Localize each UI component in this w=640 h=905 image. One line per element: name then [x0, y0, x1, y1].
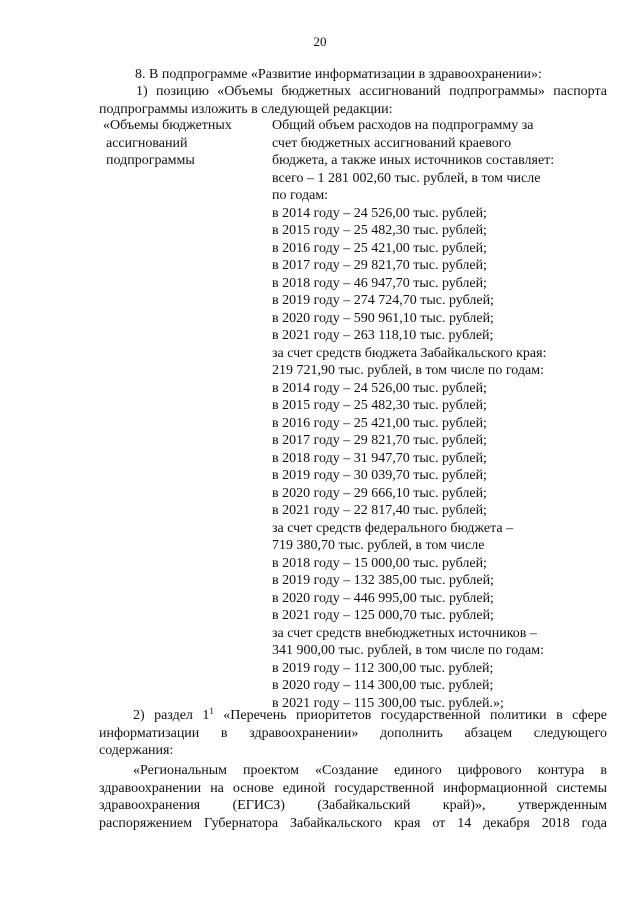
subitem-1-line-2: подпрограммы изложить в следующей редакции: — [99, 101, 393, 117]
quote-line-4: распоряжением Губернатора Забайкальского края от 14 декабря 2018 года — [99, 815, 607, 831]
right-cell-line: в 2018 году – 46 947,70 тыс. рублей; — [272, 275, 487, 291]
right-cell-line: в 2020 году – 114 300,00 тыс. рублей; — [272, 678, 494, 693]
right-cell-line: в 2019 году – 30 039,70 тыс. рублей; — [272, 468, 487, 483]
right-cell-line: в 2018 году – 31 947,70 тыс. рублей; — [272, 450, 487, 466]
right-cell-line: бюджета, а также иных источников составляет: — [272, 153, 555, 168]
right-cell-line: за счет средств внебюджетных источников – — [272, 625, 537, 641]
right-cell-line: по годам: — [272, 188, 329, 203]
right-cell-line: в 2021 году – 263 118,10 тыс. рублей; — [272, 328, 494, 343]
subitem-2-line-3: содержания: — [99, 743, 174, 758]
table-right-cell — [272, 117, 592, 712]
item-8-heading: 8. В подпрограмме «Развитие информатизации в здравоохранении»: — [135, 67, 542, 82]
right-cell-line: в 2020 году – 446 995,00 тыс. рублей; — [272, 590, 494, 606]
right-cell-line: в 2019 году – 132 385,00 тыс. рублей; — [272, 573, 494, 588]
quote-line-1: «Региональным проектом «Создание единого цифрового контура в — [133, 763, 607, 778]
right-cell-line: в 2017 году – 29 821,70 тыс. рублей; — [272, 258, 487, 273]
subitem-2-line-2: информатизации в здравоохранении» дополнить абзацем следующего — [99, 725, 607, 741]
page-number: 20 — [313, 34, 327, 49]
right-cell-line: в 2019 году – 274 724,70 тыс. рублей; — [272, 293, 494, 308]
right-cell-line: в 2020 году – 590 961,10 тыс. рублей; — [272, 310, 494, 326]
superscript: 1 — [209, 706, 214, 716]
right-cell-line: в 2021 году – 125 000,70 тыс. рублей; — [272, 608, 494, 623]
left-cell-line: «Объемы бюджетных — [103, 118, 232, 133]
right-cell-line: 341 900,00 тыс. рублей, в том числе по годам: — [272, 643, 544, 658]
right-cell-line: в 2016 году – 25 421,00 тыс. рублей; — [272, 240, 487, 256]
quote-line-2: здравоохранении на основе единой государственной информационной системы — [99, 780, 607, 796]
right-cell-line: в 2020 году – 29 666,10 тыс. рублей; — [272, 485, 487, 501]
right-cell-line: всего – 1 281 002,60 тыс. рублей, в том числе — [272, 170, 541, 186]
subitem-2-paragraph — [99, 707, 607, 760]
subitem-1-paragraph — [99, 83, 607, 118]
right-cell-line: в 2021 году – 115 300,00 тыс. рублей.»; — [272, 695, 504, 711]
subitem-2-prefix: 2) раздел 1 — [133, 708, 210, 723]
left-cell-line: ассигнований — [106, 135, 188, 151]
right-cell-line: в 2015 году – 25 482,30 тыс. рублей; — [272, 223, 487, 238]
right-cell-line: за счет средств бюджета Забайкальского края: — [272, 345, 547, 361]
right-cell-line: в 2021 году – 22 817,40 тыс. рублей; — [272, 503, 487, 518]
quote-paragraph — [99, 762, 607, 832]
right-cell-line: в 2014 году – 24 526,00 тыс. рублей; — [272, 380, 487, 396]
right-cell-line: 719 380,70 тыс. рублей, в том числе — [272, 538, 485, 553]
left-cell-line: подпрограммы — [106, 153, 195, 168]
table-left-cell — [103, 117, 263, 170]
quote-line-3: здравоохранения (ЕГИСЗ) (Забайкальский край)», утвержденным — [99, 798, 607, 813]
right-cell-line: в 2014 году – 24 526,00 тыс. рублей; — [272, 205, 487, 221]
subitem-2-line-1-rest: «Перечень приоритетов государственной политики в сфере — [213, 708, 607, 723]
right-cell-line: 219 721,90 тыс. рублей, в том числе по годам: — [272, 363, 544, 378]
right-cell-line: за счет средств федерального бюджета – — [272, 520, 514, 536]
right-cell-line: в 2016 году – 25 421,00 тыс. рублей; — [272, 415, 487, 431]
right-cell-line: в 2015 году – 25 482,30 тыс. рублей; — [272, 398, 487, 413]
right-cell-line: в 2017 году – 29 821,70 тыс. рублей; — [272, 433, 487, 448]
right-cell-line: в 2018 году – 15 000,00 тыс. рублей; — [272, 555, 487, 571]
subitem-2-line-1 — [99, 707, 607, 725]
right-cell-line: в 2019 году – 112 300,00 тыс. рублей; — [272, 660, 494, 676]
right-cell-line: Общий объем расходов на подпрограмму за — [272, 118, 534, 133]
right-cell-line: счет бюджетных ассигнований краевого — [272, 135, 512, 151]
subitem-1-line-1: 1) позицию «Объемы бюджетных ассигнований подпрограммы» паспорта — [136, 84, 607, 99]
